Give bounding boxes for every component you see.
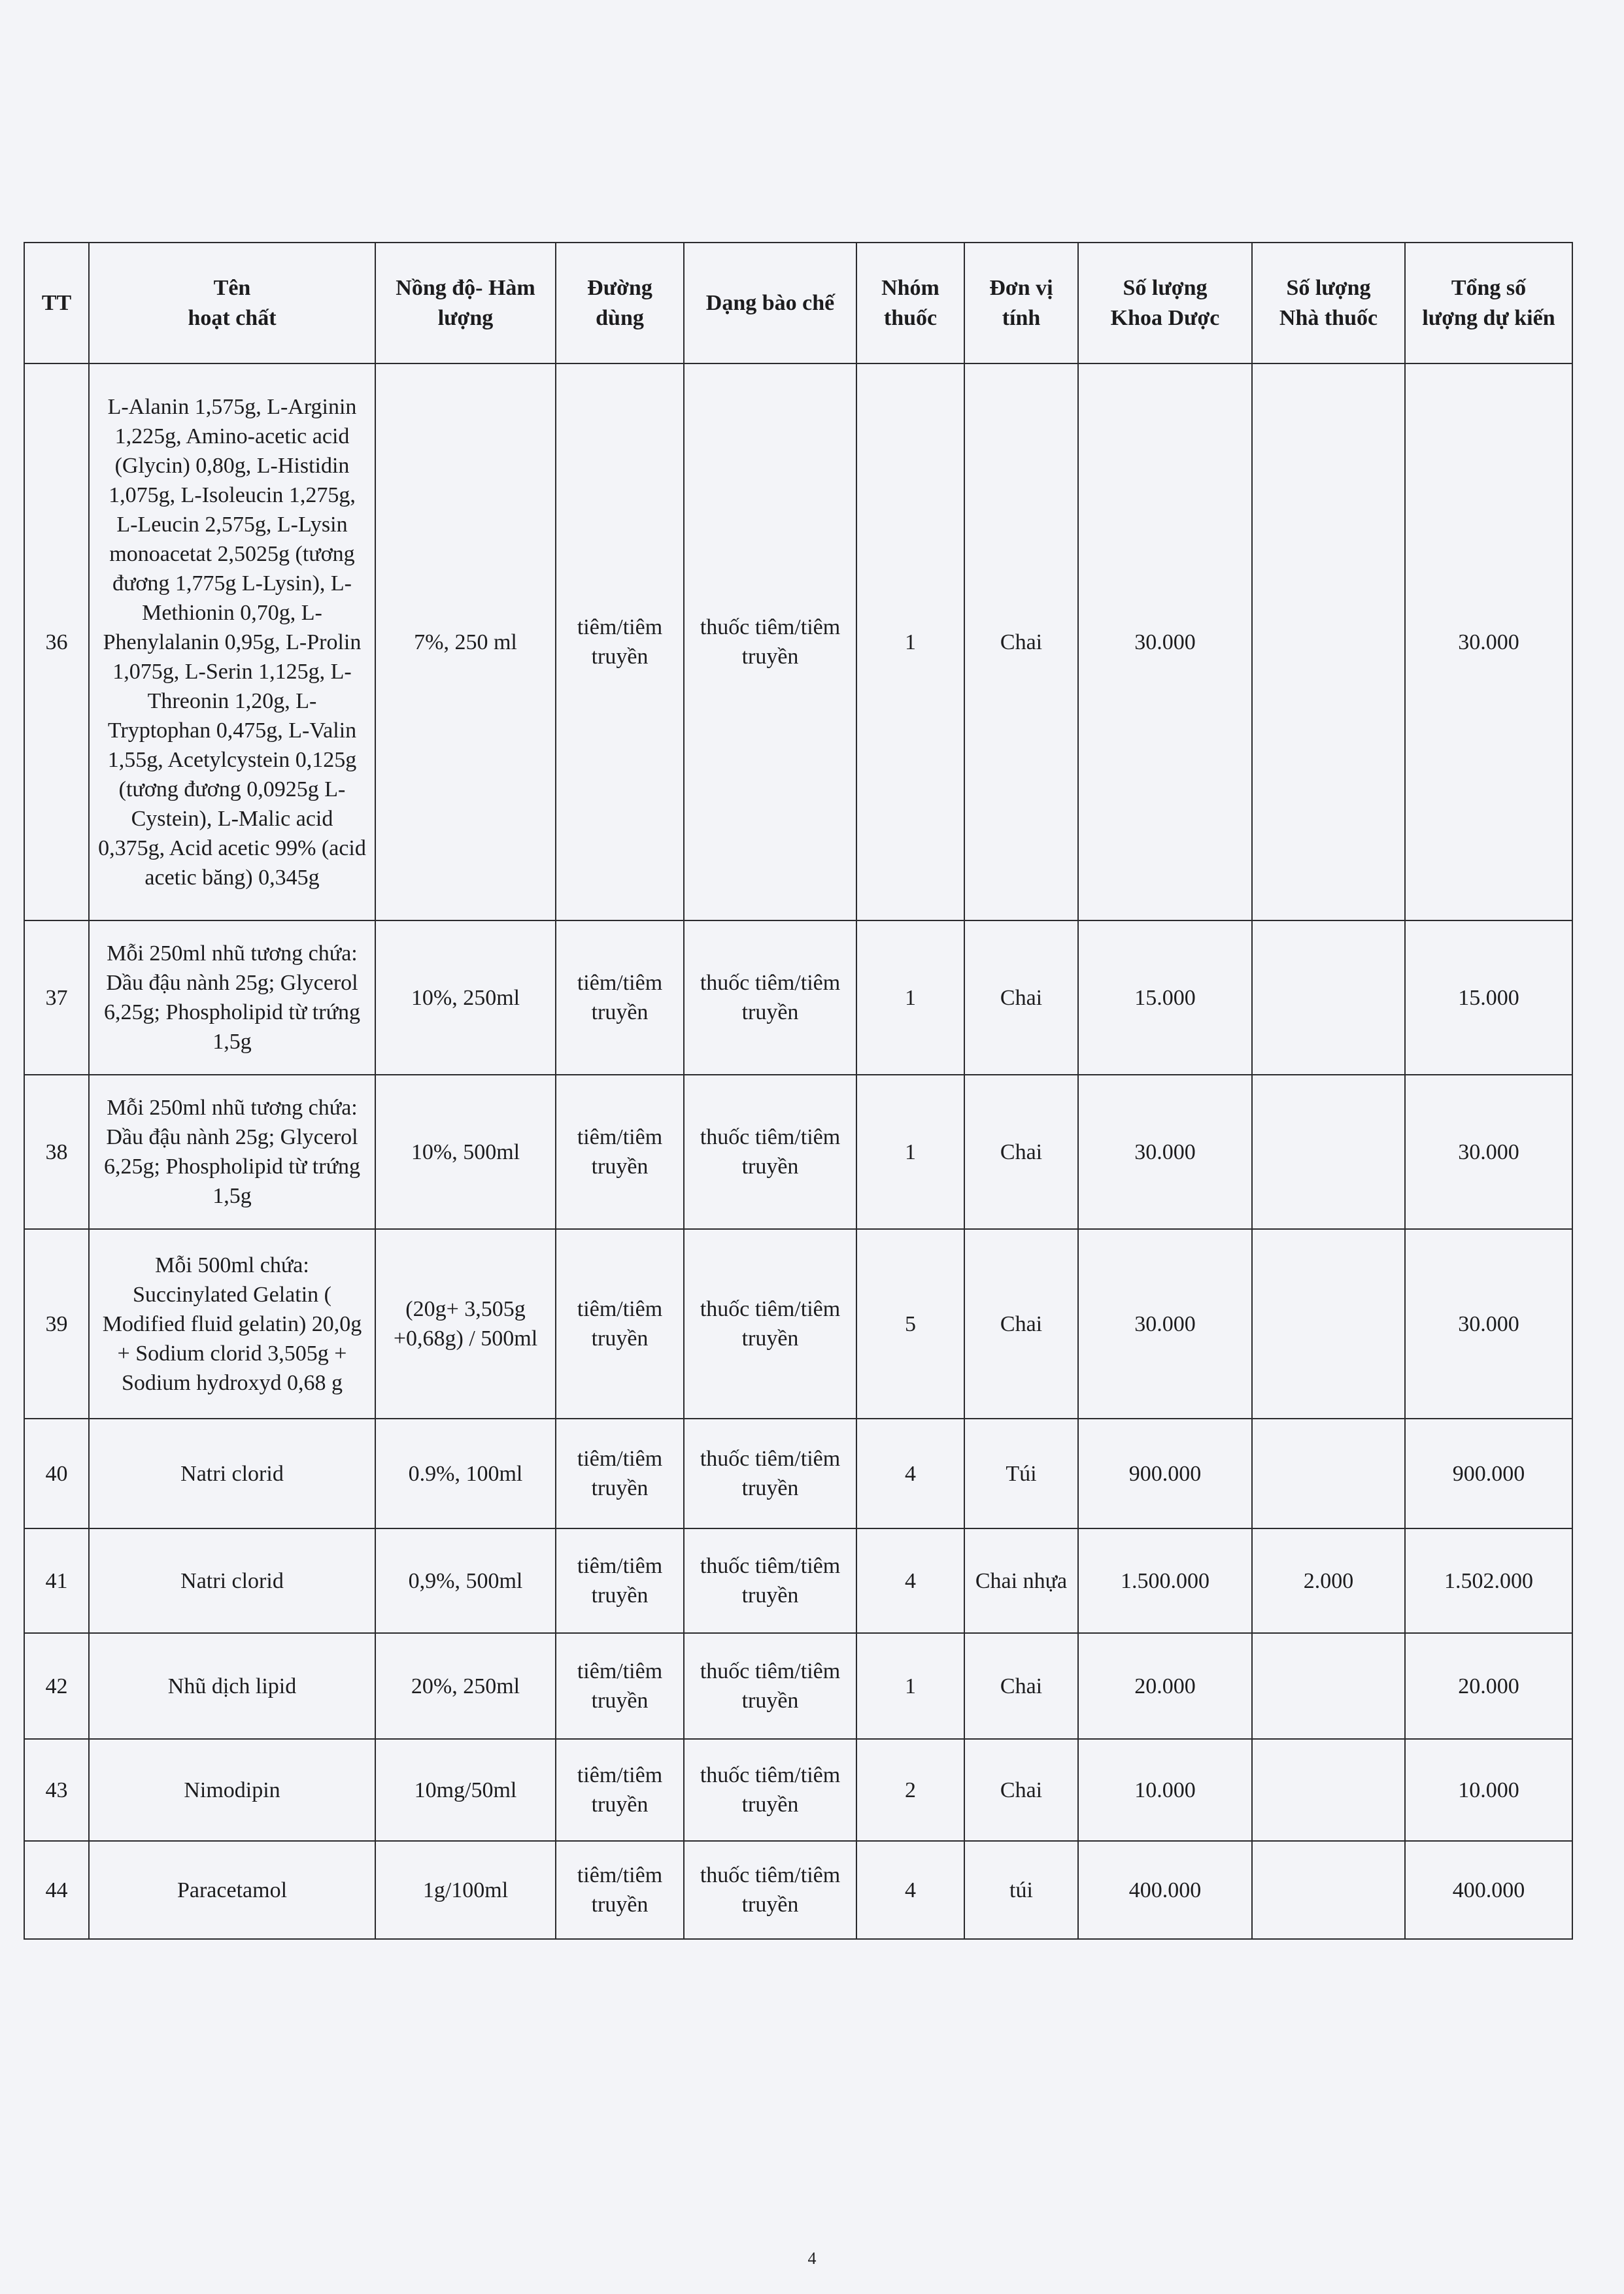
cell-unit: Chai — [964, 1739, 1078, 1841]
cell-total-qty: 30.000 — [1405, 363, 1572, 920]
cell-route: tiêm/tiêm truyền — [556, 1075, 684, 1229]
header-qty-pharmacy-dept: Số lượng Khoa Dược — [1078, 243, 1252, 363]
table-row — [24, 1528, 1572, 1633]
cell-strength: 20%, 250ml — [375, 1633, 556, 1739]
cell-group: 5 — [856, 1229, 964, 1419]
cell-form: thuốc tiêm/tiêm truyền — [684, 1739, 856, 1841]
cell-total-qty: 20.000 — [1405, 1633, 1572, 1739]
header-form: Dạng bào chế — [684, 243, 856, 363]
cell-total-qty: 30.000 — [1405, 1229, 1572, 1419]
table-row — [24, 1841, 1572, 1939]
cell-name: Nhũ dịch lipid — [89, 1633, 375, 1739]
header-unit: Đơn vị tính — [964, 243, 1078, 363]
page-number: 4 — [807, 2249, 817, 2268]
table-row — [24, 920, 1572, 1075]
cell-form: thuốc tiêm/tiêm truyền — [684, 920, 856, 1075]
table-header-row — [24, 243, 1572, 363]
cell-tt: 42 — [24, 1633, 89, 1739]
cell-qty-pharmacy-dept: 400.000 — [1078, 1841, 1252, 1939]
header-route: Đường dùng — [556, 243, 684, 363]
cell-route: tiêm/tiêm truyền — [556, 920, 684, 1075]
cell-route: tiêm/tiêm truyền — [556, 1633, 684, 1739]
cell-name: L-Alanin 1,575g, L-Arginin 1,225g, Amino-acetic acid (Glycin) 0,80g, L-Histidin 1,075g, L-Isoleucin 1,275g, L-Leucin 2,575g, L-Lysin monoacetat 2,5025g (tương đương 1,775g L-Lysin), L-Methionin 0,70g, L-Phenylalanin 0,95g, L-Prolin 1,075g, L-Serin 1,125g, L-Threonin 1,20g, L-Tryptophan 0,475g, L-Valin 1,55g, Acetylcystein 0,125g (tương đương 0,0925g L-Cystein), L-Malic acid 0,375g, Acid acetic 99% (acid acetic băng) 0,345g — [89, 363, 375, 920]
cell-strength: 10mg/50ml — [375, 1739, 556, 1841]
header-strength: Nồng độ- Hàm lượng — [375, 243, 556, 363]
cell-strength: 7%, 250 ml — [375, 363, 556, 920]
cell-tt: 39 — [24, 1229, 89, 1419]
cell-qty-pharmacy-dept: 1.500.000 — [1078, 1528, 1252, 1633]
table-row — [24, 1739, 1572, 1841]
header-tt: TT — [24, 243, 89, 363]
cell-qty-drugstore — [1252, 1739, 1405, 1841]
cell-unit: Chai — [964, 363, 1078, 920]
cell-qty-pharmacy-dept: 15.000 — [1078, 920, 1252, 1075]
cell-total-qty: 30.000 — [1405, 1075, 1572, 1229]
cell-tt: 40 — [24, 1419, 89, 1528]
cell-qty-pharmacy-dept: 30.000 — [1078, 1075, 1252, 1229]
cell-qty-pharmacy-dept: 10.000 — [1078, 1739, 1252, 1841]
cell-form: thuốc tiêm/tiêm truyền — [684, 1419, 856, 1528]
cell-qty-pharmacy-dept: 30.000 — [1078, 1229, 1252, 1419]
cell-form: thuốc tiêm/tiêm truyền — [684, 1841, 856, 1939]
table-row — [24, 1229, 1572, 1419]
header-total-qty: Tổng số lượng dự kiến — [1405, 243, 1572, 363]
cell-route: tiêm/tiêm truyền — [556, 1841, 684, 1939]
cell-tt: 37 — [24, 920, 89, 1075]
header-name: Tên hoạt chất — [89, 243, 375, 363]
cell-group: 4 — [856, 1419, 964, 1528]
cell-route: tiêm/tiêm truyền — [556, 1229, 684, 1419]
cell-total-qty: 10.000 — [1405, 1739, 1572, 1841]
cell-strength: 0,9%, 500ml — [375, 1528, 556, 1633]
cell-tt: 38 — [24, 1075, 89, 1229]
cell-qty-drugstore — [1252, 1841, 1405, 1939]
cell-unit: Chai — [964, 1633, 1078, 1739]
cell-unit: Chai — [964, 920, 1078, 1075]
drug-table-container — [24, 242, 1572, 1940]
cell-group: 2 — [856, 1739, 964, 1841]
cell-group: 1 — [856, 1633, 964, 1739]
cell-route: tiêm/tiêm truyền — [556, 1528, 684, 1633]
cell-qty-drugstore — [1252, 363, 1405, 920]
cell-unit: Chai — [964, 1075, 1078, 1229]
cell-group: 1 — [856, 920, 964, 1075]
cell-qty-drugstore — [1252, 1075, 1405, 1229]
header-group: Nhóm thuốc — [856, 243, 964, 363]
cell-name: Mỗi 250ml nhũ tương chứa: Dầu đậu nành 25g; Glycerol 6,25g; Phospholipid từ trứng 1,5g — [89, 920, 375, 1075]
cell-strength: 10%, 500ml — [375, 1075, 556, 1229]
cell-route: tiêm/tiêm truyền — [556, 363, 684, 920]
cell-tt: 43 — [24, 1739, 89, 1841]
cell-route: tiêm/tiêm truyền — [556, 1739, 684, 1841]
cell-name: Nimodipin — [89, 1739, 375, 1841]
cell-qty-pharmacy-dept: 30.000 — [1078, 363, 1252, 920]
cell-unit: Túi — [964, 1419, 1078, 1528]
cell-name: Mỗi 250ml nhũ tương chứa: Dầu đậu nành 25g; Glycerol 6,25g; Phospholipid từ trứng 1,5g — [89, 1075, 375, 1229]
cell-name: Natri clorid — [89, 1419, 375, 1528]
cell-strength: 1g/100ml — [375, 1841, 556, 1939]
cell-form: thuốc tiêm/tiêm truyền — [684, 363, 856, 920]
cell-form: thuốc tiêm/tiêm truyền — [684, 1229, 856, 1419]
cell-group: 4 — [856, 1841, 964, 1939]
cell-total-qty: 1.502.000 — [1405, 1528, 1572, 1633]
cell-name: Natri clorid — [89, 1528, 375, 1633]
cell-tt: 41 — [24, 1528, 89, 1633]
cell-tt: 36 — [24, 363, 89, 920]
cell-qty-pharmacy-dept: 20.000 — [1078, 1633, 1252, 1739]
table-row — [24, 1419, 1572, 1528]
table-row — [24, 1633, 1572, 1739]
cell-total-qty: 900.000 — [1405, 1419, 1572, 1528]
cell-name: Mỗi 500ml chứa: Succinylated Gelatin ( Modified fluid gelatin) 20,0g + Sodium clorid 3,505g + Sodium hydroxyd 0,68 g — [89, 1229, 375, 1419]
cell-unit: túi — [964, 1841, 1078, 1939]
cell-unit: Chai nhựa — [964, 1528, 1078, 1633]
cell-group: 1 — [856, 1075, 964, 1229]
cell-qty-drugstore — [1252, 920, 1405, 1075]
cell-strength: 10%, 250ml — [375, 920, 556, 1075]
cell-qty-pharmacy-dept: 900.000 — [1078, 1419, 1252, 1528]
cell-form: thuốc tiêm/tiêm truyền — [684, 1075, 856, 1229]
drug-table — [24, 242, 1573, 1940]
cell-qty-drugstore: 2.000 — [1252, 1528, 1405, 1633]
cell-unit: Chai — [964, 1229, 1078, 1419]
table-row — [24, 1075, 1572, 1229]
cell-total-qty: 400.000 — [1405, 1841, 1572, 1939]
cell-qty-drugstore — [1252, 1229, 1405, 1419]
cell-total-qty: 15.000 — [1405, 920, 1572, 1075]
cell-qty-drugstore — [1252, 1419, 1405, 1528]
cell-group: 1 — [856, 363, 964, 920]
cell-form: thuốc tiêm/tiêm truyền — [684, 1633, 856, 1739]
header-qty-drugstore: Số lượng Nhà thuốc — [1252, 243, 1405, 363]
cell-strength: (20g+ 3,505g +0,68g) / 500ml — [375, 1229, 556, 1419]
cell-route: tiêm/tiêm truyền — [556, 1419, 684, 1528]
table-row — [24, 363, 1572, 920]
cell-qty-drugstore — [1252, 1633, 1405, 1739]
cell-tt: 44 — [24, 1841, 89, 1939]
cell-strength: 0.9%, 100ml — [375, 1419, 556, 1528]
cell-group: 4 — [856, 1528, 964, 1633]
cell-name: Paracetamol — [89, 1841, 375, 1939]
cell-form: thuốc tiêm/tiêm truyền — [684, 1528, 856, 1633]
